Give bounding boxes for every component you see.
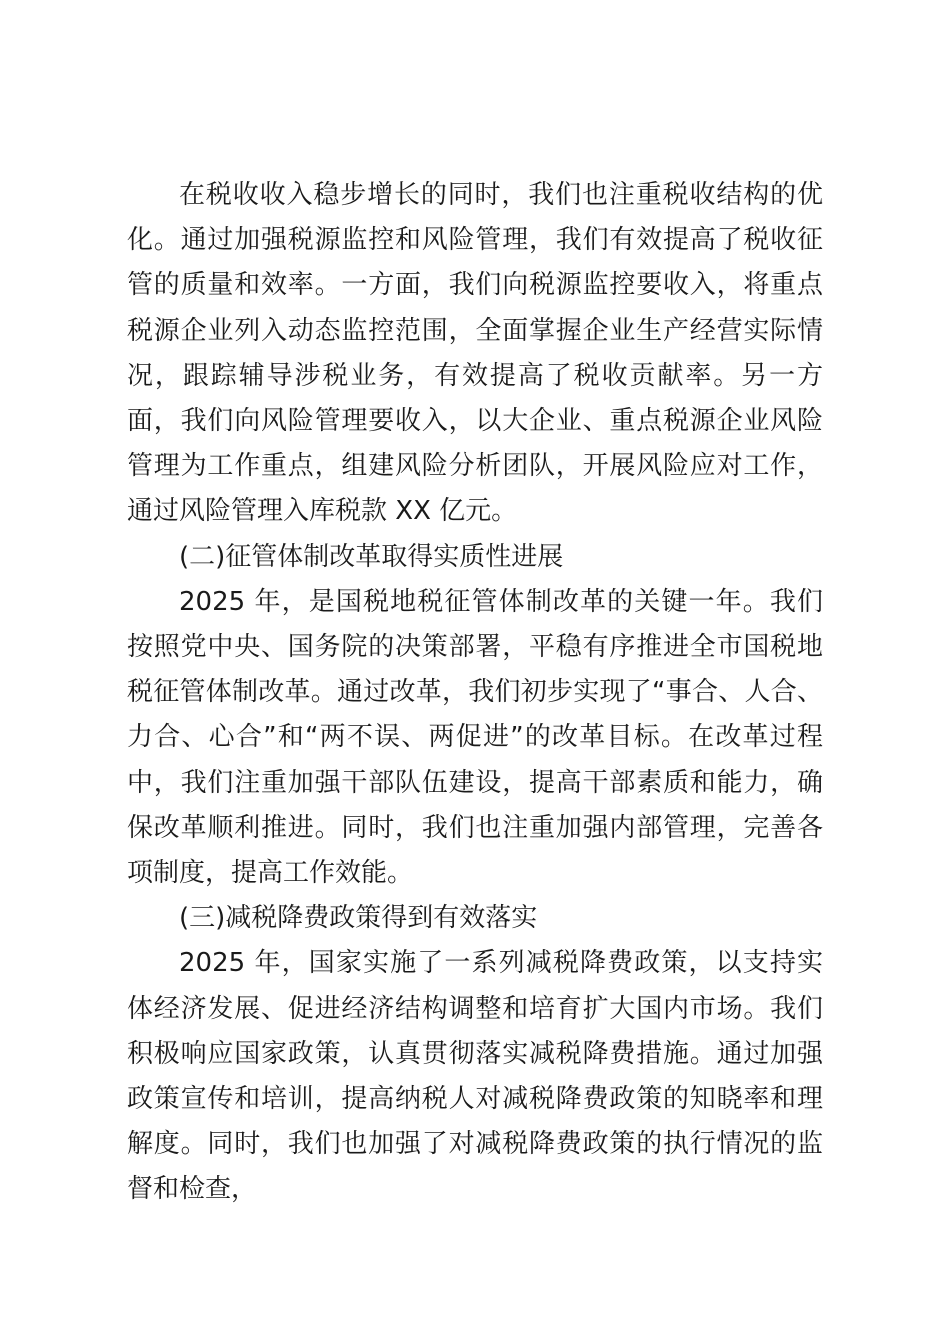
section-heading-3: (三)减税降费政策得到有效落实: [179, 903, 538, 934]
section-heading-2: (二)征管体制改革取得实质性进展: [179, 541, 564, 572]
paragraph-tax-structure: 在税收收入稳步增长的同时，我们也注重税收结构的优化。通过加强税源监控和风险管理，我们有效提高了税收征管的质量和效率。一方面，我们向税源监控要收入，将重点税源企业列入动态监控范围，全面掌握企业生产经营实际情况，跟踪辅导涉税业务，有效提高了税收贡献率。另一方面，我们向风险管理要收入，以大企业、重点税源企业风险管理为工作重点，组建风险分析团队，开展风险应对工作，通过风险管理入库税款 XX 亿元。: [127, 180, 823, 527]
paragraph-tax-cuts: 2025 年，国家实施了一系列减税降费政策，以支持实体经济发展、促进经济结构调整和培育扩大国内市场。我们积极响应国家政策，认真贯彻落实减税降费措施。通过加强政策宣传和培训，提高纳税人对减税降费政策的知晓率和理解度。同时，我们也加强了对减税降费政策的执行情况的监督和检查，: [127, 948, 823, 1205]
document-body: [127, 173, 823, 1213]
paragraph-reform: 2025 年，是国税地税征管体制改革的关键一年。我们按照党中央、国务院的决策部署，平稳有序推进全市国税地税征管体制改革。通过改革，我们初步实现了“事合、人合、力合、心合”和“两不误、两促进”的改革目标。在改革过程中，我们注重加强干部队伍建设，提高干部素质和能力，确保改革顺利推进。同时，我们也注重加强内部管理，完善各项制度，提高工作效能。: [127, 586, 823, 889]
